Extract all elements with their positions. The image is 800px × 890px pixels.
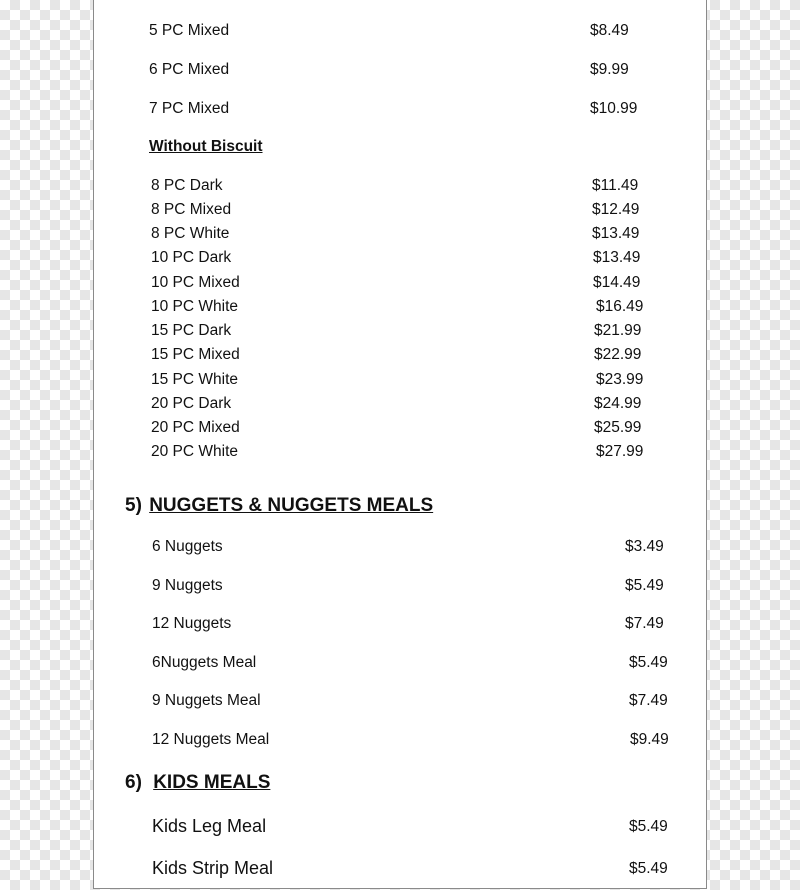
menu-item-name: Kids Leg Meal	[152, 816, 267, 836]
menu-item-price: $24.99	[594, 395, 642, 412]
menu-item-price: $5.49	[629, 818, 668, 835]
section-heading	[125, 772, 270, 794]
menu-item-name: 15 PC Dark	[151, 322, 232, 339]
subsection-title: Without Biscuit	[149, 138, 263, 155]
menu-item-price: $21.99	[594, 322, 642, 339]
menu-item-price: $27.99	[596, 443, 644, 460]
menu-item-name: 20 PC Mixed	[151, 419, 240, 436]
menu-item-price: $10.99	[590, 100, 638, 117]
menu-item-name: 12 Nuggets Meal	[152, 731, 270, 748]
menu-item-name: 20 PC Dark	[151, 395, 232, 412]
menu-item-name: Kids Strip Meal	[152, 858, 274, 878]
menu-item-price: $7.49	[625, 615, 664, 632]
menu-item-name: 10 PC Mixed	[151, 274, 240, 291]
menu-item-name: 10 PC White	[151, 298, 239, 315]
menu-item-name: 8 PC Mixed	[151, 201, 232, 218]
menu-item-name: 6Nuggets Meal	[152, 654, 257, 671]
section-number: 5)	[125, 495, 142, 516]
menu-item-name: 15 PC Mixed	[151, 346, 240, 363]
menu-item-price: $3.49	[625, 538, 664, 555]
menu-item-price: $9.99	[590, 61, 629, 78]
menu-item-price: $12.49	[592, 201, 640, 218]
menu-item-name: 6 PC Mixed	[149, 61, 230, 78]
menu-item-name: 7 PC Mixed	[149, 100, 230, 117]
menu-item-price: $13.49	[593, 249, 641, 266]
menu-item-name: 12 Nuggets	[152, 615, 232, 632]
section-heading	[125, 495, 433, 517]
menu-item-price: $13.49	[592, 225, 640, 242]
section-number: 6)	[125, 772, 142, 793]
menu-item-price: $23.99	[596, 371, 644, 388]
menu-item-name: 8 PC White	[151, 225, 230, 242]
menu-item-price: $9.49	[630, 731, 669, 748]
menu-item-name: 5 PC Mixed	[149, 22, 230, 39]
menu-item-name: 20 PC White	[151, 443, 239, 460]
menu-item-price: $8.49	[590, 22, 629, 39]
menu-item-price: $5.49	[629, 860, 668, 877]
menu-item-price: $16.49	[596, 298, 644, 315]
menu-item-price: $25.99	[594, 419, 642, 436]
menu-item-name: 6 Nuggets	[152, 538, 223, 555]
section-title: KIDS MEALS	[153, 772, 271, 793]
menu-item-price: $14.49	[593, 274, 641, 291]
menu-item-price: $5.49	[629, 654, 668, 671]
menu-item-name: 15 PC White	[151, 371, 239, 388]
menu-item-name: 8 PC Dark	[151, 177, 223, 194]
menu-item-name: 10 PC Dark	[151, 249, 232, 266]
menu-item-price: $22.99	[594, 346, 642, 363]
menu-item-price: $5.49	[625, 577, 664, 594]
menu-item-name: 9 Nuggets	[152, 577, 223, 594]
menu-item-name: 9 Nuggets Meal	[152, 692, 261, 709]
section-title: NUGGETS & NUGGETS MEALS	[149, 495, 434, 516]
menu-item-price: $11.49	[592, 177, 639, 194]
menu-page	[93, 0, 707, 889]
menu-item-price: $7.49	[629, 692, 668, 709]
